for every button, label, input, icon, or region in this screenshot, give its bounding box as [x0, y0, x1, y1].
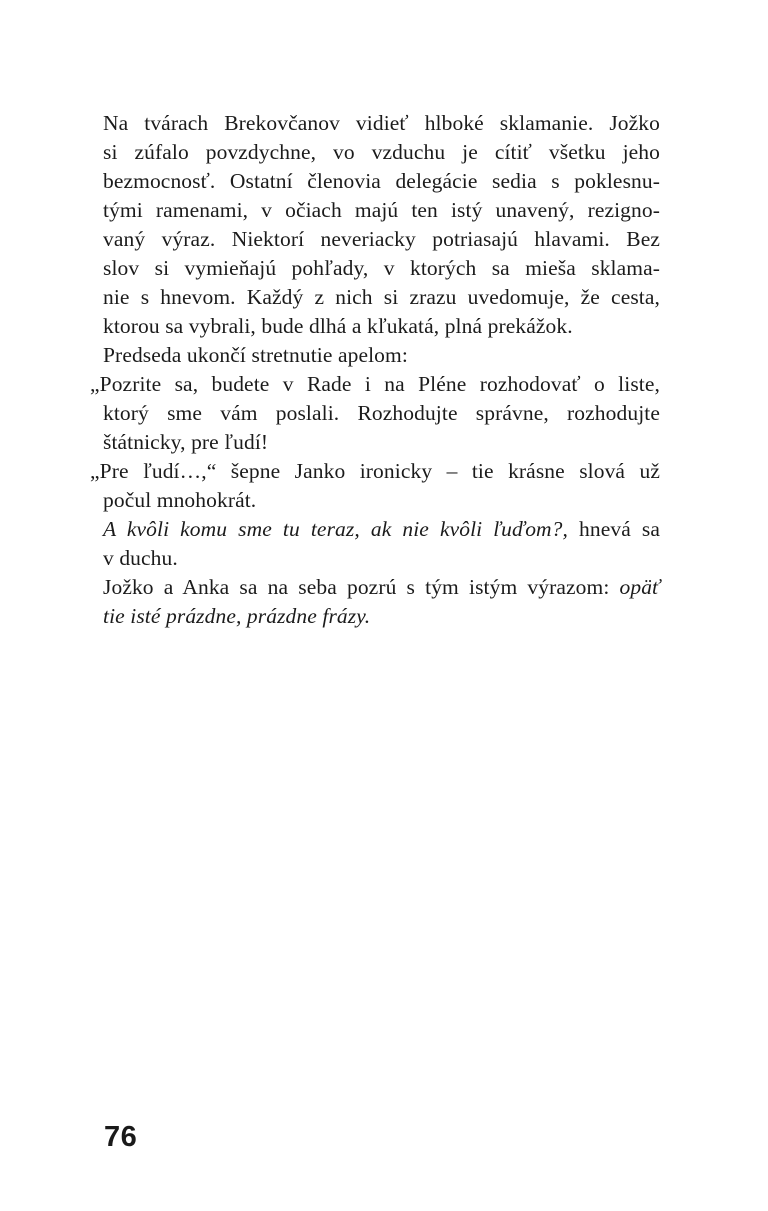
text-line	[103, 225, 660, 254]
text-run: si zúfalo povzdychne, vo vzduchu je cítiť všetku jeho	[103, 140, 660, 164]
text-line	[90, 457, 660, 486]
text-run: Na tvárach Brekovčanov vidieť hlboké sklamanie. Jožko	[103, 111, 660, 135]
text-run: bezmocnosť. Ostatní členovia delegácie sedia s poklesnu-	[103, 169, 660, 193]
text-run: vaný výraz. Niektorí neveriacky potriasajú hlavami. Bez	[103, 227, 660, 251]
italic-text-run: A kvôli komu sme tu teraz, ak nie kvôli ľuďom?,	[103, 517, 568, 541]
text-line	[103, 283, 660, 312]
text-line	[103, 515, 660, 544]
text-run: „Pre ľudí…,“ šepne Janko ironicky – tie krásne slová už	[90, 459, 660, 483]
text-line	[103, 254, 660, 283]
text-line	[103, 544, 660, 573]
text-run: štátnicky, pre ľudí!	[103, 430, 269, 454]
text-line	[103, 312, 660, 341]
text-run: ktorou sa vybrali, bude dlhá a kľukatá, plná prekážok.	[103, 314, 573, 338]
text-line	[103, 196, 660, 225]
italic-text-run: tie isté prázdne, prázdne frázy.	[103, 604, 371, 628]
text-run: nie s hnevom. Každý z nich si zrazu uvedomuje, že cesta,	[103, 285, 660, 309]
text-line	[103, 138, 660, 167]
text-run: v duchu.	[103, 546, 178, 570]
text-run: slov si vymieňajú pohľady, v ktorých sa mieša sklama-	[103, 256, 660, 280]
page-number: 76	[104, 1121, 138, 1153]
text-line	[103, 399, 660, 428]
text-block	[90, 109, 660, 631]
text-line	[103, 573, 660, 602]
text-run: počul mnohokrát.	[103, 488, 257, 512]
text-line	[103, 602, 660, 631]
text-line	[103, 428, 660, 457]
text-run: Predseda ukončí stretnutie apelom:	[103, 343, 408, 367]
text-run: „Pozrite sa, budete v Rade i na Pléne rozhodovať o liste,	[90, 372, 660, 396]
italic-text-run: opäť	[619, 575, 660, 599]
text-run: hnevá sa	[568, 517, 660, 541]
text-line	[103, 167, 660, 196]
text-run: tými ramenami, v očiach majú ten istý unavený, rezigno-	[103, 198, 660, 222]
text-line	[90, 370, 660, 399]
text-line	[103, 486, 660, 515]
text-run: ktorý sme vám poslali. Rozhodujte správne, rozhodujte	[103, 401, 660, 425]
text-run: Jožko a Anka sa na seba pozrú s tým istým výrazom:	[103, 575, 620, 599]
text-line	[103, 341, 660, 370]
text-line	[103, 109, 660, 138]
